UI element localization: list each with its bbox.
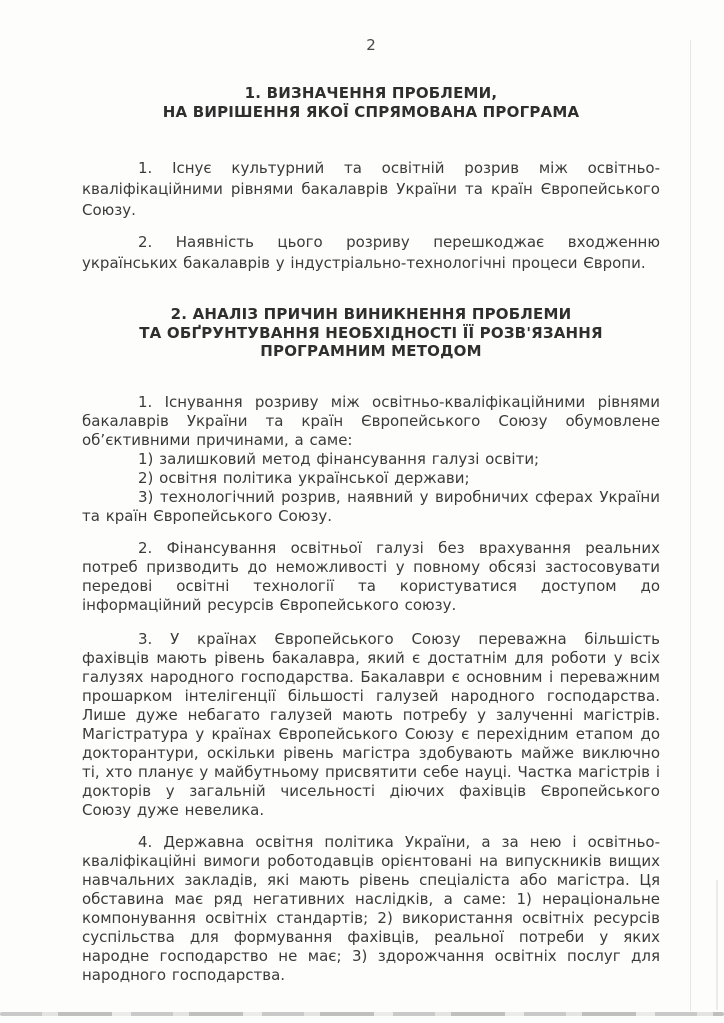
heading-line: НА ВИРІШЕННЯ ЯКОЇ СПРЯМОВАНА ПРОГРАМА [162,102,580,121]
list-item: 3) технологічний розрив, наявний у виробничих сферах України та країн Європейського Союзу. [82,487,660,525]
paragraph: 1. Існування розриву між освітньо-кваліфікаційними рівнями бакалаврів України та країн Європейського Союзу обумовлене об’єктивними причинами, а саме: [82,392,660,449]
section-1-heading [82,84,660,121]
paragraph: 1. Існує культурний та освітній розрив між освітньо-кваліфікаційними рівнями бакалаврів України та країн Європейського Союзу. [82,159,660,219]
paragraph: 4. Державна освітня політика України, а за нею і освітньо-кваліфікаційні вимоги роботодавців орієнтовані на випускників вищих навчальних закладів, які мають рівень спеціаліста або магістра. Ця обставина має ряд негативних наслідків, а саме: 1) нераціональне компонування освітніх стандартів; 2) використання освітніх ресурсів суспільства для формування фахівців, реальної потреби у яких народне господарство не має; 3) здорожчання освітніх послуг для народного господарства. [82,832,660,984]
list-item: 1) залишковий метод фінансування галузі освіти; [138,449,540,468]
section-2-heading [82,305,660,361]
scan-artifact-bottom-edge [0,1012,724,1016]
paragraph: 2. Наявність цього розриву перешкоджає входженню українських бакалаврів у індустріально-технологічні процеси Європи. [82,233,660,272]
paragraph: 3. У країнах Європейського Союзу переважна більшість фахівців мають рівень бакалавра, який є достатнім для роботи у всіх галузях народного господарства. Бакалаври є основним і переважним прошарком інтелігенції більшості галузей народного господарства. Лише дуже небагато галузей мають потребу у залученні магістрів. Магістратура у країнах Європейського Союзу є перехідним етапом до докторантури, оскільки рівень магістра здобувають майже виключно ті, хто планує у майбутньому присвятити себе науці. Частка магістрів і докторів у загальній чисельності діючих фахівців Європейського Союзу дуже невелика. [82,629,660,819]
heading-line: ТА ОБҐРУНТУВАННЯ НЕОБХІДНОСТІ ЇЇ РОЗВ'ЯЗАННЯ [139,323,603,342]
scan-artifact-vertical-line [716,880,718,1010]
page-number: 2 [366,36,376,54]
list-item: 2) освітня політика української держави; [138,468,470,487]
heading-line: 2. АНАЛІЗ ПРИЧИН ВИНИКНЕННЯ ПРОБЛЕМИ [170,305,572,323]
scan-artifact-vertical-line [690,40,691,1011]
heading-line: ПРОГРАМНИМ МЕТОДОМ [260,342,482,360]
heading-line: 1. ВИЗНАЧЕННЯ ПРОБЛЕМИ, [244,84,498,102]
text-block [82,0,660,985]
paragraph: 2. Фінансування освітньої галузі без врахування реальних потреб призводить до неможливості у повному обсязі застосовувати передові освітні технології та користуватися доступом до інформаційний ресурсів Європейського союзу. [82,538,660,614]
